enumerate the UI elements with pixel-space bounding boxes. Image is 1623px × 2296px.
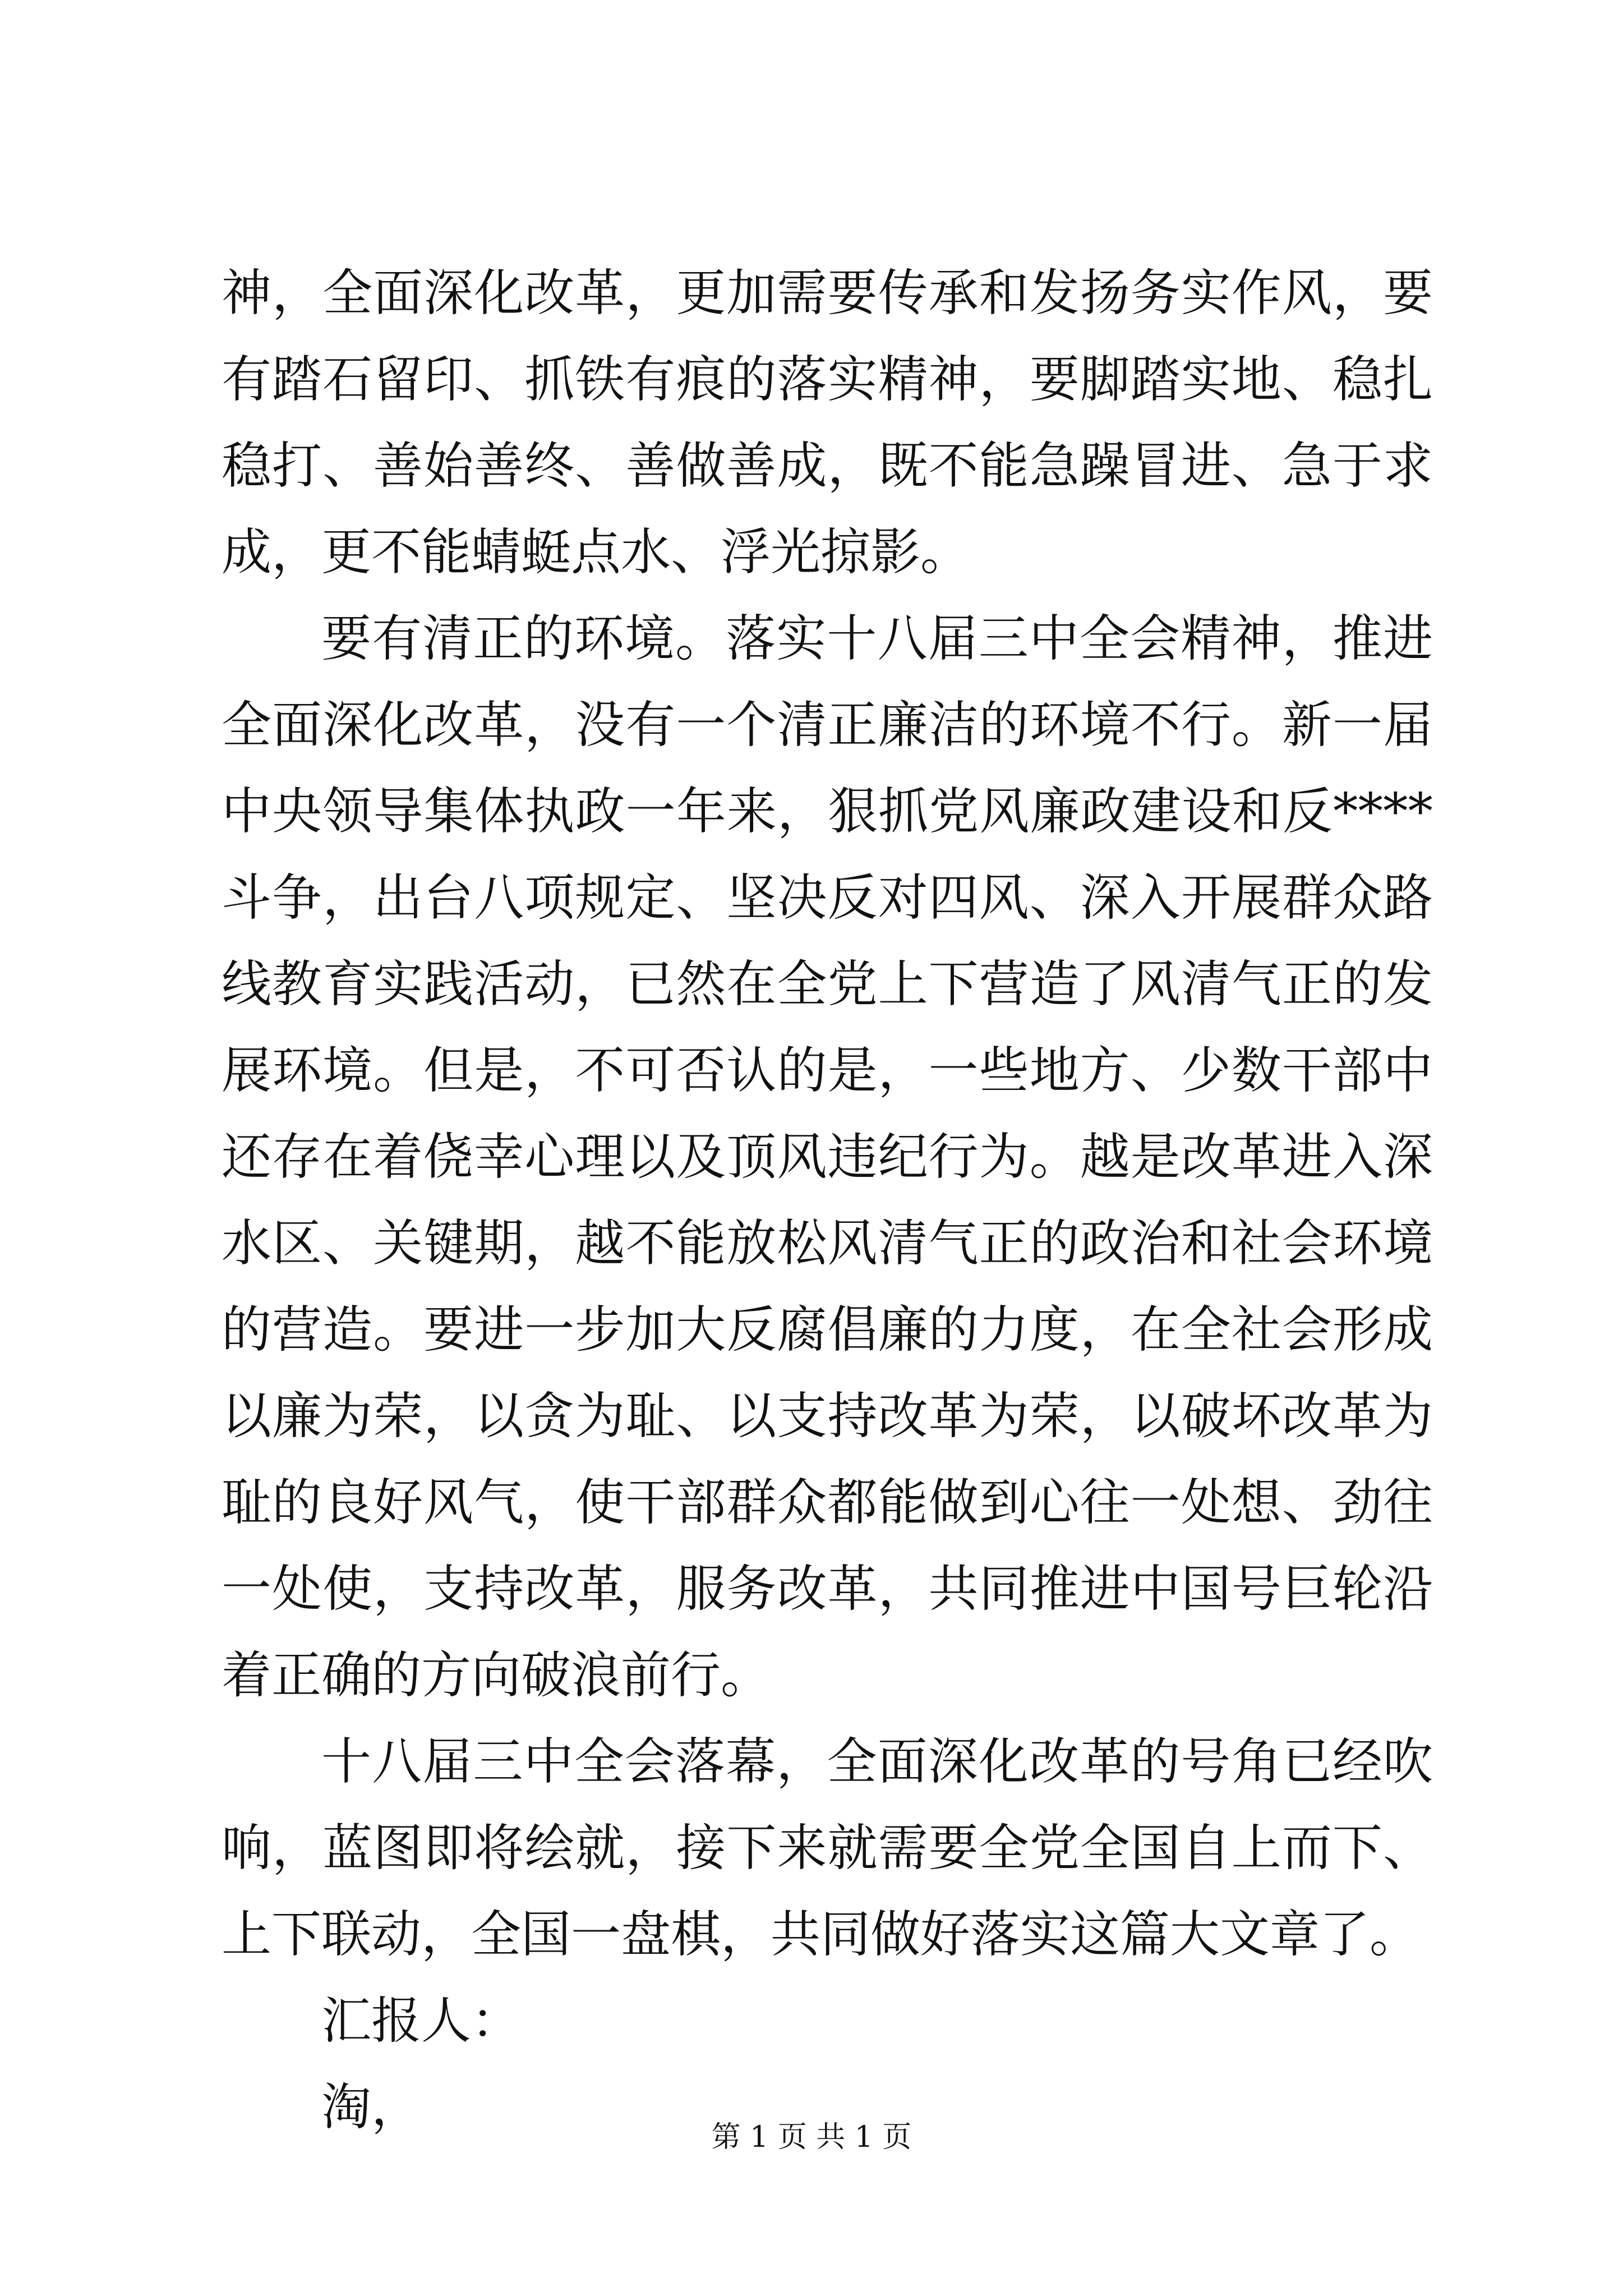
reporter-label: 汇报人：	[321, 1991, 521, 2050]
paragraph-continuation: 神，全面深化改革，更加需要传承和发扬务实作风，要有踏石留印、抓铁有痕的落实精神，要脚踏实地、稳扎稳打、善始善终、善做善成，既不能急躁冒进、急于求成，更不能蜻蜓点水、浮光掠影。	[222, 264, 1433, 581]
paragraph-clean-environment: 要有清正的环境。落实十八届三中全会精神，推进全面深化改革，没有一个清正廉洁的环境不行。新一届中央领导集体执政一年来，狠抓党风廉政建设和反****斗争，出台八项规定、坚决反对四风、深入开展群众路线教育实践活动，已然在全党上下营造了风清气正的发展环境。但是，不可否认的是，一些地方、少数干部中还存在着侥幸心理以及顶风违纪行为。越是改革进入深水区、关键期，越不能放松风清气正的政治和社会环境的营造。要进一步加大反腐倡廉的力度，在全社会形成以廉为荣，以贪为耻、以支持改革为荣，以破坏改革为耻的良好风气，使干部群众都能做到心往一处想、劲往一处使，支持改革，服务改革，共同推进中国号巨轮沿着正确的方向破浪前行。	[222, 609, 1433, 1704]
paragraph-conclusion: 十八届三中全会落幕，全面深化改革的号角已经吹响，蓝图即将绘就，接下来就需要全党全国自上而下、上下联动，全国一盘棋，共同做好落实这篇大文章了。	[222, 1732, 1433, 1963]
document-body	[222, 250, 1433, 2150]
reporter-name: 淘，	[321, 2078, 421, 2136]
page-number-footer: 第 1 页 共 1 页	[711, 2120, 912, 2154]
